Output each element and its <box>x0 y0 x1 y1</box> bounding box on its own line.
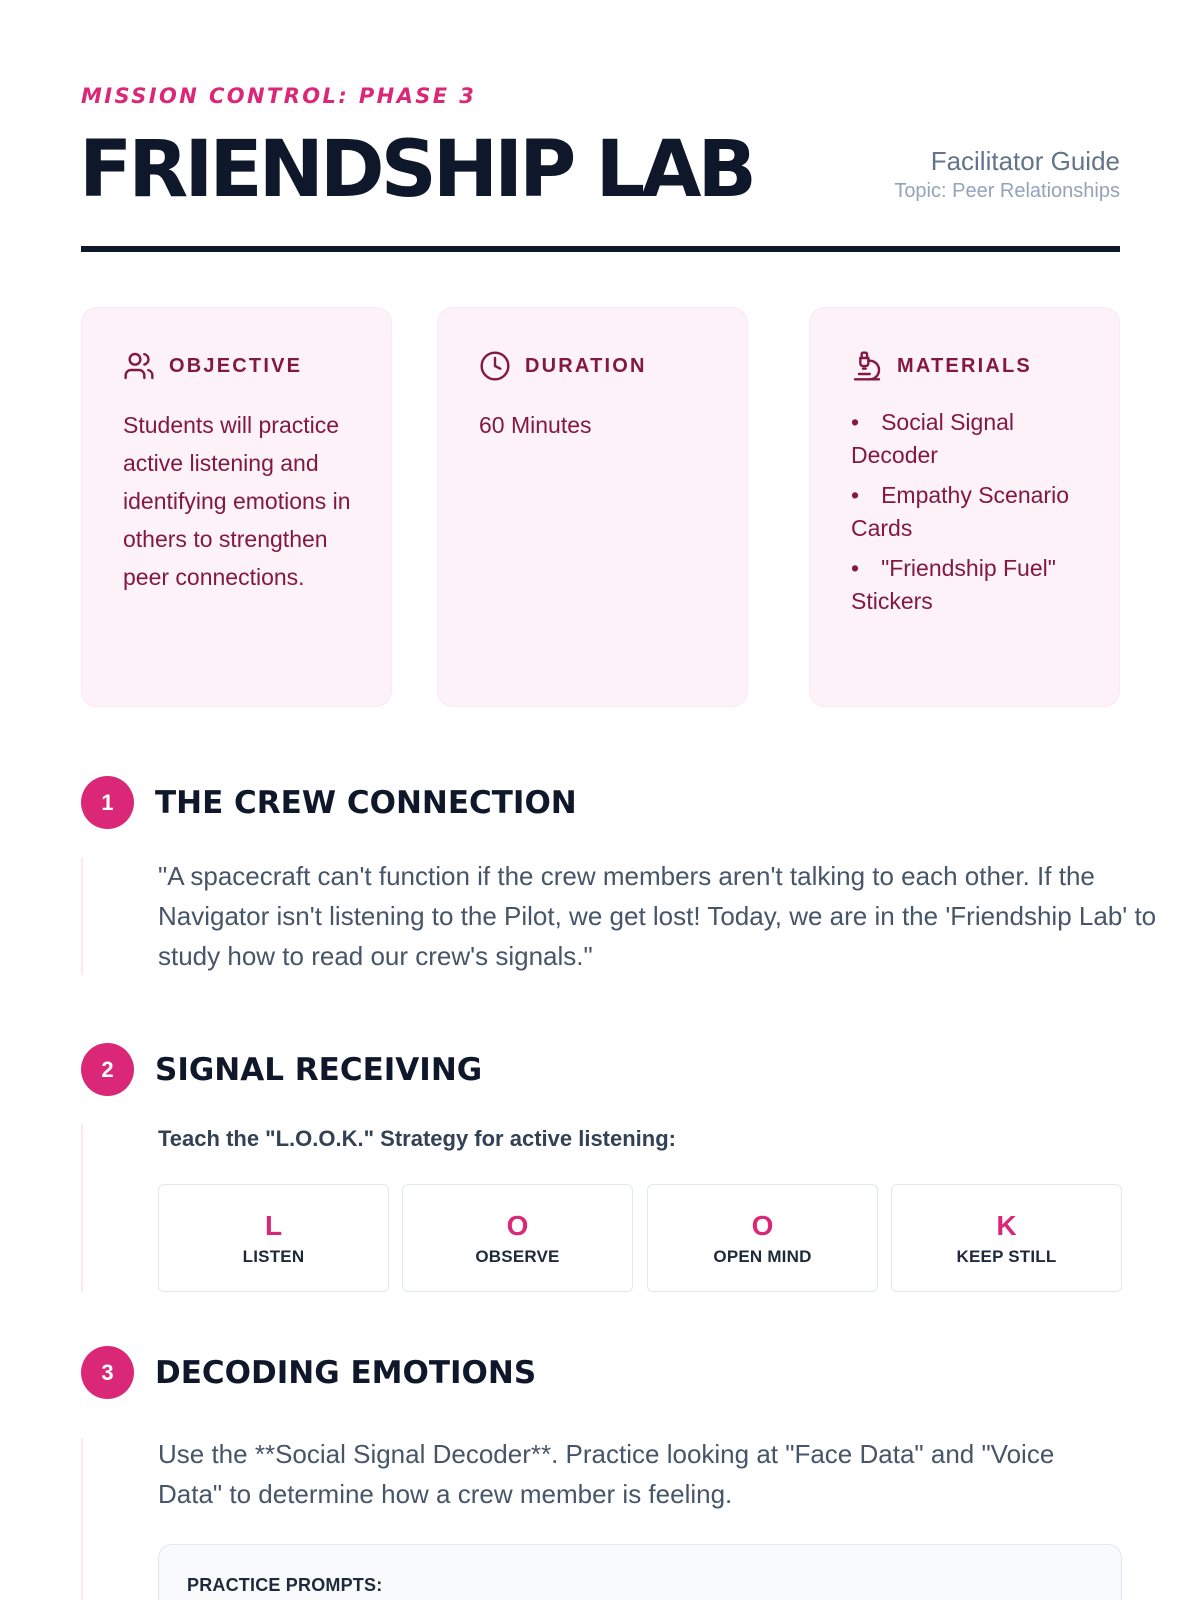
look-card-observe <box>402 1184 633 1292</box>
section-number-badge: 1 <box>81 776 134 829</box>
duration-label: DURATION <box>525 354 647 377</box>
look-letter: K <box>996 1210 1017 1241</box>
section-title: SIGNAL RECEIVING <box>155 1052 483 1088</box>
section-body <box>81 1438 1120 1600</box>
guide-meta <box>894 145 1120 204</box>
clock-icon <box>479 350 511 382</box>
look-word: OPEN MIND <box>713 1247 812 1266</box>
microscope-icon <box>851 350 883 382</box>
materials-label: MATERIALS <box>897 354 1032 377</box>
duration-text: 60 Minutes <box>479 412 592 438</box>
objective-card-header <box>123 348 351 384</box>
users-icon <box>123 350 155 382</box>
list-item: • Empathy Scenario Cards <box>851 479 1079 545</box>
section-body <box>81 858 1198 975</box>
materials-card-header <box>851 348 1079 384</box>
crew-quote: "A spacecraft can't function if the crew members aren't talking to each other. If the Navigator isn't listening to the Pilot, we get lost! Today, we are in the 'Friendship Lab' to study how to read our crew's signals." <box>158 861 1157 971</box>
overview-cards <box>81 307 1120 707</box>
look-card-open-mind <box>647 1184 878 1292</box>
mission-kicker: MISSION CONTROL: PHASE 3 <box>81 84 477 108</box>
practice-prompts-label: PRACTICE PROMPTS: <box>187 1575 383 1595</box>
look-strategy-grid <box>158 1184 1122 1292</box>
section-body <box>81 1124 1120 1292</box>
guide-topic: Topic: Peer Relationships <box>894 180 1120 202</box>
section-number-badge: 2 <box>81 1043 134 1096</box>
materials-list <box>851 406 1079 618</box>
look-strategy-lead: Teach the "L.O.O.K." Strategy for active listening: <box>158 1126 676 1151</box>
section-title: THE CREW CONNECTION <box>155 785 577 821</box>
look-word: LISTEN <box>242 1247 305 1266</box>
duration-card <box>437 307 748 707</box>
practice-prompts-box <box>158 1544 1122 1600</box>
objective-card <box>81 307 392 707</box>
list-item: • "Friendship Fuel" Stickers <box>851 552 1079 618</box>
list-item: • Social Signal Decoder <box>851 406 1079 472</box>
objective-label: OBJECTIVE <box>169 354 303 377</box>
look-letter: L <box>264 1210 283 1241</box>
objective-text: Students will practice active listening and identifying emotions in others to strengthen peer connections. <box>123 412 351 590</box>
materials-card <box>809 307 1120 707</box>
section-number-badge: 3 <box>81 1346 134 1399</box>
header-divider <box>81 246 1120 252</box>
duration-card-header <box>479 348 707 384</box>
look-card-listen <box>158 1184 389 1292</box>
decoding-text: Use the **Social Signal Decoder**. Practice looking at "Face Data" and "Voice Data" to determine how a crew member is feeling. <box>158 1439 1055 1509</box>
page-title: FRIENDSHIP LAB <box>79 125 753 215</box>
section-title: DECODING EMOTIONS <box>155 1355 537 1391</box>
look-letter: O <box>506 1210 529 1241</box>
look-letter: O <box>751 1210 774 1241</box>
look-word: OBSERVE <box>475 1247 560 1266</box>
look-card-keep-still <box>891 1184 1122 1292</box>
look-word: KEEP STILL <box>956 1247 1057 1266</box>
guide-title: Facilitator Guide <box>930 146 1120 176</box>
